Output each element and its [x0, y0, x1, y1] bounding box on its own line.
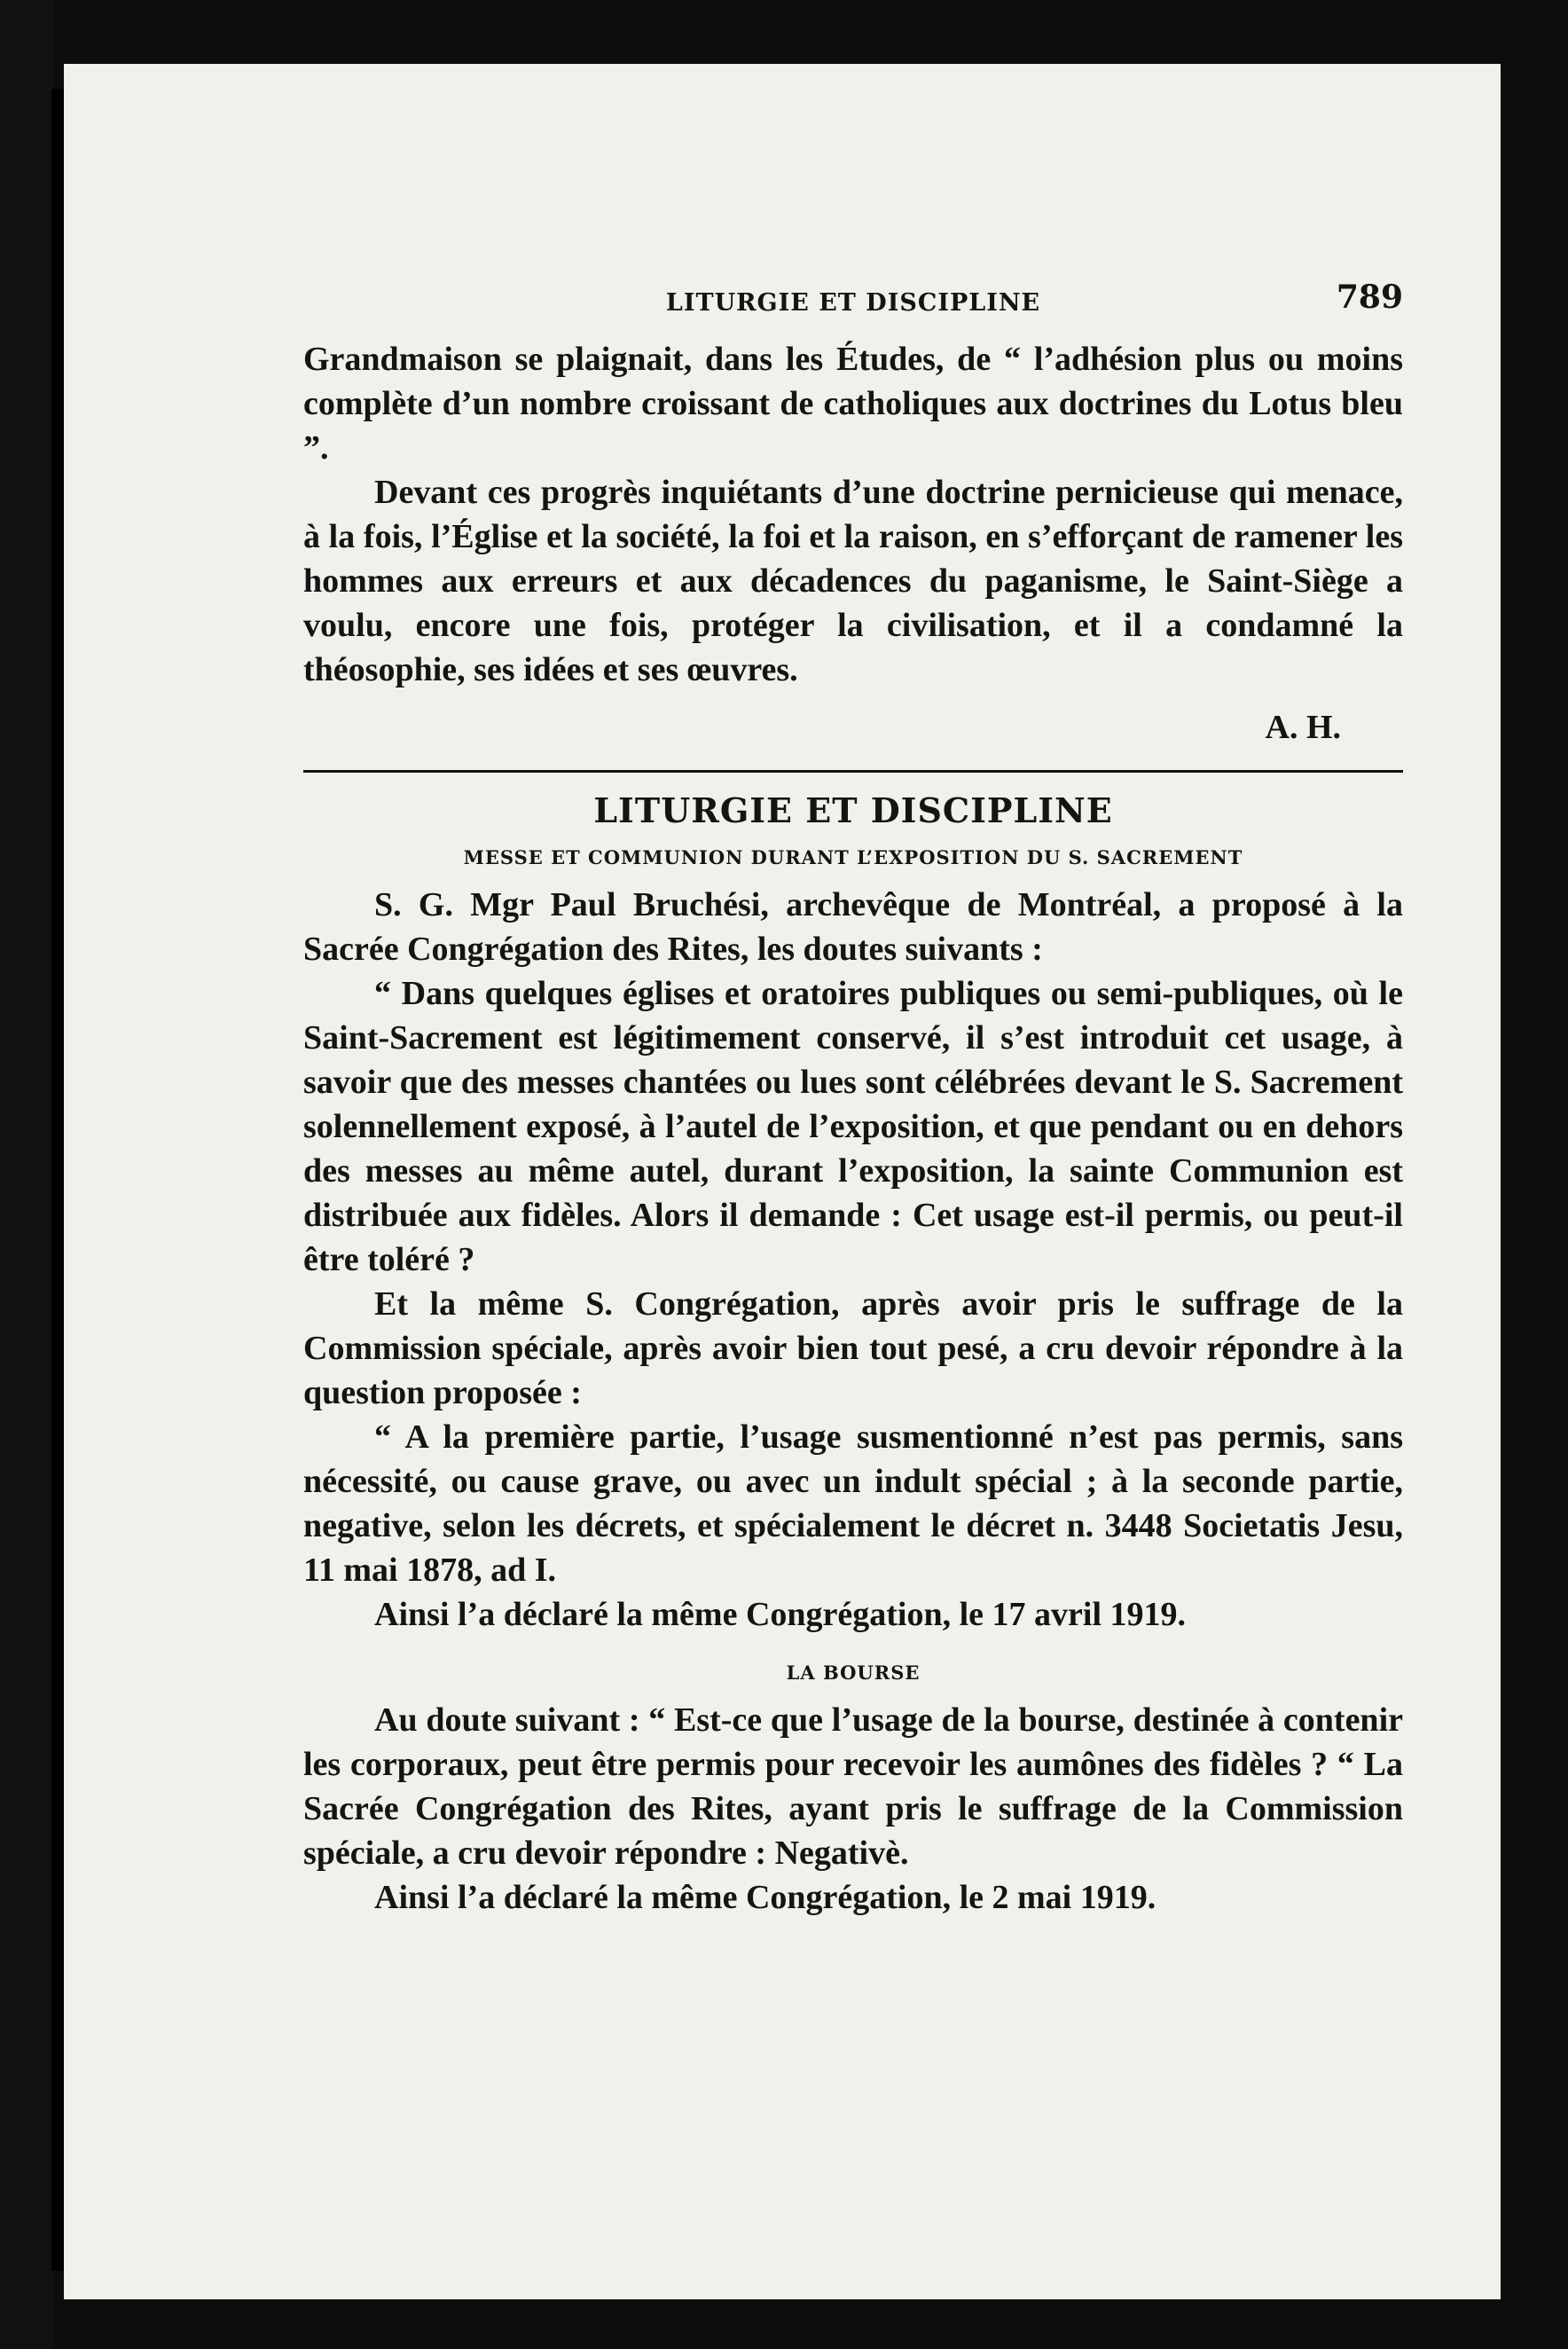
- intro-paragraph-2: Devant ces progrès inquiétants d’une doctrine pernicieuse qui menace, à la fois, l’Église et la société, la foi et la raison, en s’efforçant de ramener les hommes aux erreurs et aux décadences du paganisme, le Saint-Siège a voulu, encore une fois, protéger la civilisation, et il a condamné la théosophie, ses idées et ses œuvres.: [303, 474, 1403, 688]
- running-title: LITURGIE ET DISCIPLINE: [665, 289, 1041, 317]
- bourse-paragraph-2: Ainsi l’a déclaré la même Congrégation, le 2 mai 1919.: [374, 1879, 1156, 1916]
- section-paragraph-1: S. G. Mgr Paul Bruchési, archevêque de Montréal, a proposé à la Sacrée Congrégation des Rites, les doutes suivants :: [303, 886, 1403, 968]
- section-paragraph-4: “ A la première partie, l’usage susmentionné n’est pas permis, sans nécessité, ou cause grave, ou avec un indult spécial ; à la seconde partie, negative, selon les décrets, et spécialement le décret n. 3448 Societatis Jesu, 11 mai 1878, ad I.: [303, 1418, 1403, 1589]
- running-head: [303, 279, 1403, 337]
- book-page: [64, 64, 1501, 2299]
- intro-paragraph-1: Grandmaison se plaignait, dans les Études, de “ l’adhésion plus ou moins complète d’un nombre croissant de catholiques aux doctrines du Lotus bleu ”.: [303, 341, 1403, 467]
- page-number: 789: [1336, 279, 1403, 316]
- section-paragraph-2: “ Dans quelques églises et oratoires publiques ou semi-publiques, où le Saint-Sacrement est légitimement conservé, il s’est introduit cet usage, à savoir que des messes chantées ou lues sont célébrées devant le S. Sacrement solennellement exposé, à l’autel de l’exposition, et que pendant ou en dehors des messes au même autel, durant l’exposition, la sainte Communion est distribuée aux fidèles. Alors il demande : Cet usage est-il permis, ou peut-il être toléré ?: [303, 975, 1403, 1278]
- bourse-paragraph-1: Au doute suivant : “ Est-ce que l’usage de la bourse, destinée à contenir les corporaux, peut être permis pour recevoir les aumônes des fidèles ? “ La Sacrée Congrégation des Rites, ayant pris le suffrage de la Commission spéciale, a cru devoir répondre : Negativè.: [303, 1701, 1403, 1872]
- bourse-title: LA BOURSE: [786, 1662, 921, 1684]
- section-title: LITURGIE ET DISCIPLINE: [593, 790, 1113, 830]
- scan-background: [0, 0, 53, 2349]
- section-paragraph-3: Et la même S. Congrégation, après avoir pris le suffrage de la Commission spéciale, après avoir bien tout pesé, a cru devoir répondre à la question proposée :: [303, 1285, 1403, 1411]
- section-paragraph-5: Ainsi l’a déclaré la même Congrégation, le 17 avril 1919.: [374, 1596, 1187, 1633]
- page-content: [303, 279, 1403, 1920]
- section-subtitle: MESSE ET COMMUNION DURANT L’EXPOSITION DU S. SACREMENT: [463, 846, 1243, 868]
- section-divider: [303, 770, 1403, 773]
- author-signature: A. H.: [1265, 709, 1341, 746]
